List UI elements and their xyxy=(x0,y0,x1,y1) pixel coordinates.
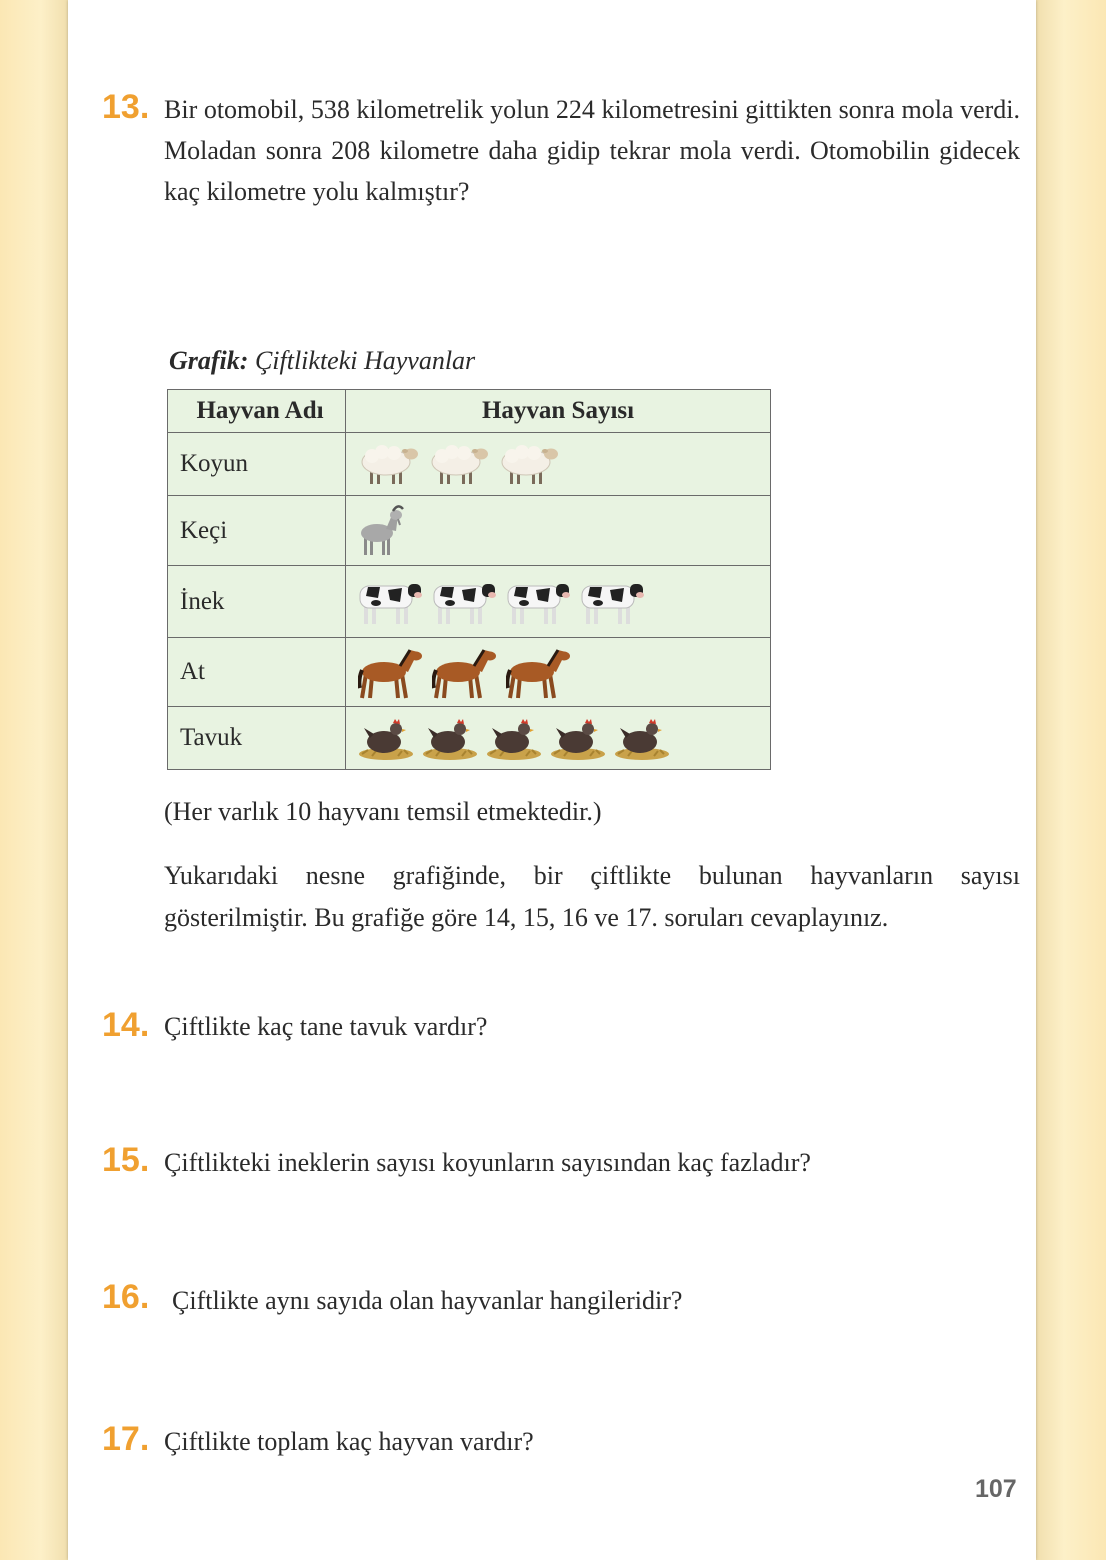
horse-icon xyxy=(506,644,572,700)
book-edge-right xyxy=(1036,0,1106,1560)
question-15-text: Çiftlikteki ineklerin sayısı koyunların sayısından kaç fazladır? xyxy=(164,1148,811,1177)
animal-name: Koyun xyxy=(168,433,346,496)
caption-title: Çiftlikteki Hayvanlar xyxy=(254,346,476,375)
animal-name: At xyxy=(168,638,346,707)
graph-caption xyxy=(169,346,475,376)
page-sheet xyxy=(68,0,1036,1560)
page-number: 107 xyxy=(975,1475,1017,1503)
animal-icons xyxy=(346,496,771,566)
horse-icon xyxy=(432,644,498,700)
question-16-number: 16. xyxy=(102,1278,150,1316)
animal-name: Keçi xyxy=(168,496,346,566)
cow-icon xyxy=(506,578,572,626)
hen-icon xyxy=(358,714,414,762)
intro-paragraph: Yukarıdaki nesne grafiğinde, bir çiftlikte bulunan hayvanların sayısı gösterilmiştir. Bu grafiğe göre 14, 15, 16 ve 17. soruları cevaplayınız. xyxy=(164,861,1020,932)
table-row xyxy=(168,707,771,770)
question-15-number: 15. xyxy=(102,1141,150,1179)
question-17-number: 17. xyxy=(102,1420,150,1458)
question-13-text: Bir otomobil, 538 kilometrelik yolun 224 kilometresini gittikten sonra mola verdi. Moladan sonra 208 kilometre daha gidip tekrar mola verdi. Otomobilin gidecek kaç kilometre yolu kalmıştır? xyxy=(164,95,1020,206)
legend-note: (Her varlık 10 hayvanı temsil etmektedir.) xyxy=(164,797,602,826)
sheep-icon xyxy=(428,440,490,488)
hen-icon xyxy=(486,714,542,762)
cow-icon xyxy=(358,578,424,626)
caption-label: Grafik: xyxy=(169,346,249,375)
animal-icons xyxy=(346,566,771,638)
question-14-number: 14. xyxy=(102,1006,150,1044)
hen-icon xyxy=(550,714,606,762)
question-14-text: Çiftlikte kaç tane tavuk vardır? xyxy=(164,1012,488,1041)
col-header-count: Hayvan Sayısı xyxy=(346,390,771,433)
hen-icon xyxy=(422,714,478,762)
animal-icons xyxy=(346,638,771,707)
pictograph-table xyxy=(167,389,771,770)
table-row xyxy=(168,496,771,566)
animal-name: Tavuk xyxy=(168,707,346,770)
question-17-text: Çiftlikte toplam kaç hayvan vardır? xyxy=(164,1427,534,1456)
animal-icons xyxy=(346,433,771,496)
question-16-text: Çiftlikte aynı sayıda olan hayvanlar hangileridir? xyxy=(172,1286,683,1315)
col-header-name: Hayvan Adı xyxy=(168,390,346,433)
table-row xyxy=(168,638,771,707)
horse-icon xyxy=(358,644,424,700)
book-edge-left xyxy=(0,0,68,1560)
goat-icon xyxy=(358,503,404,559)
cow-icon xyxy=(432,578,498,626)
cow-icon xyxy=(580,578,646,626)
hen-icon xyxy=(614,714,670,762)
sheep-icon xyxy=(498,440,560,488)
animal-icons xyxy=(346,707,771,770)
table-row xyxy=(168,566,771,638)
sheep-icon xyxy=(358,440,420,488)
question-13-number: 13. xyxy=(102,88,150,126)
table-row xyxy=(168,433,771,496)
animal-name: İnek xyxy=(168,566,346,638)
